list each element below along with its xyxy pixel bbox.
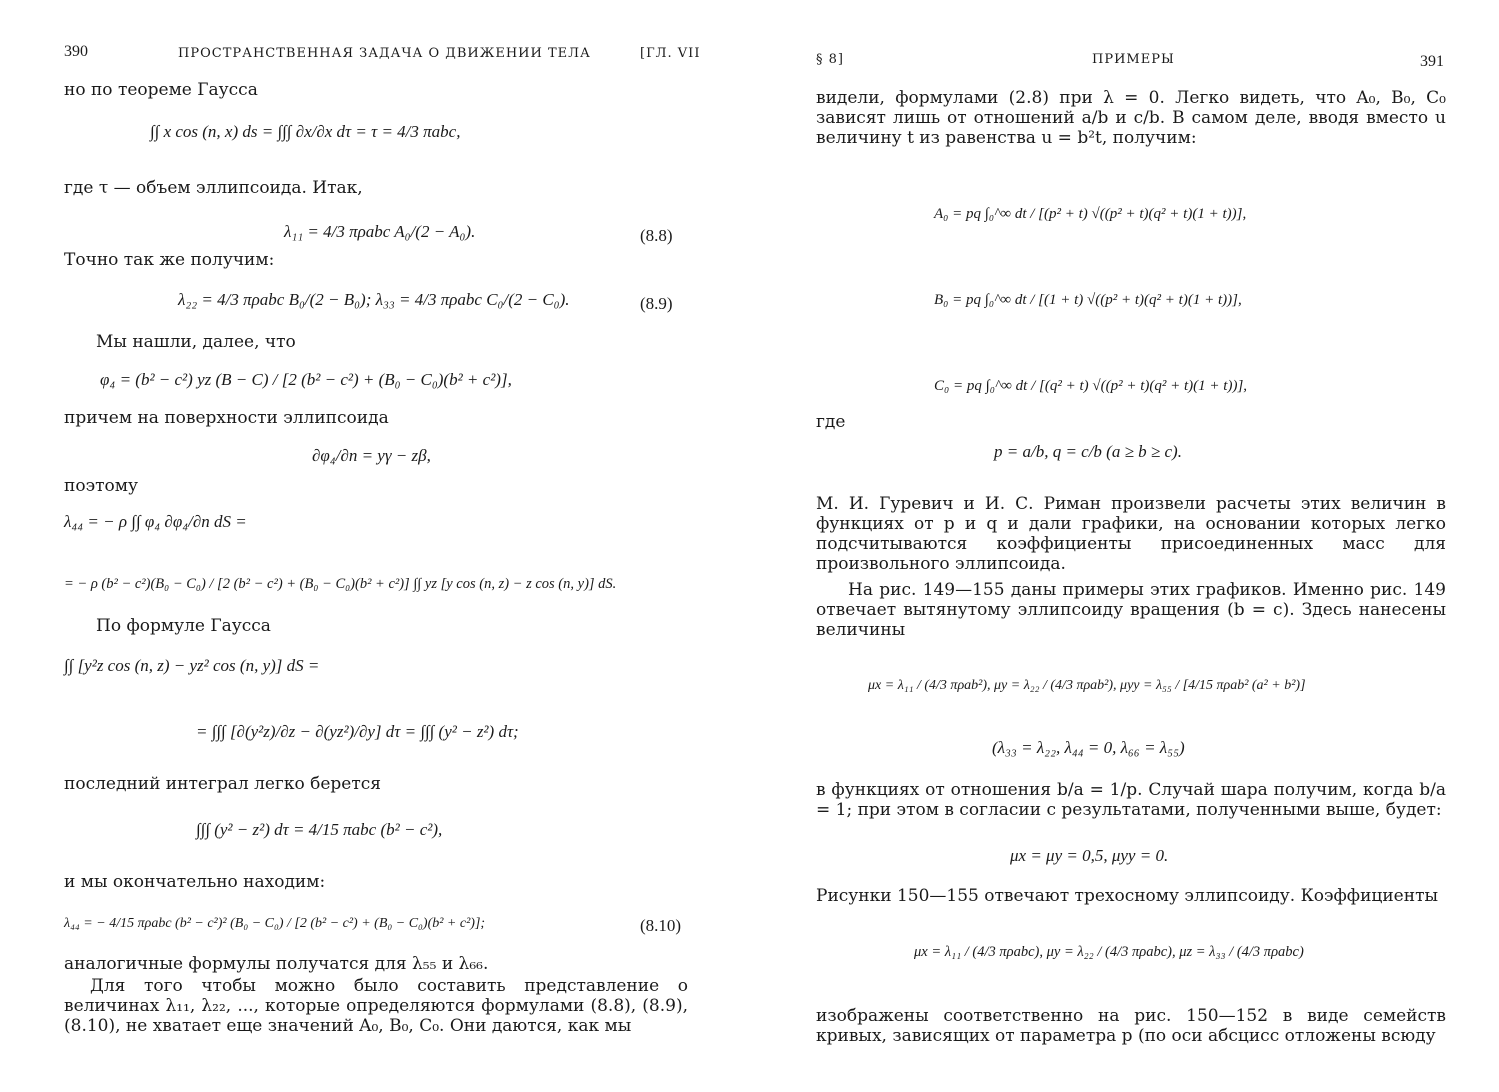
equation: μx = λ₁₁ / (4/3 πρab²), μy = λ₂₂ / (4/3 πρab²), μyy = λ₅₅ / [4/15 πρab² (a² + b²)] <box>868 678 1306 693</box>
equation: μx = λ₁₁ / (4/3 πρabc), μy = λ₂₂ / (4/3 πρabc), μz = λ₃₃ / (4/3 πρabc) <box>914 944 1304 960</box>
equation: C₀ = pq ∫₀^∞ dt / [(q² + t) √((p² + t)(q² + t)(1 + t))], <box>934 378 1248 394</box>
equation-number: (8.10) <box>640 916 682 935</box>
page-number: 390 <box>64 43 88 60</box>
paragraph: М. И. Гуревич и И. С. Риман произвели расчеты этих величин в функциях от p и q и дали графики, на основании которых легко подсчитываются коэффициенты присоединенных масс для произвольного эллипсоида. <box>816 494 1446 574</box>
equation: μx = μy = 0,5, μyy = 0. <box>1010 846 1169 865</box>
equation: ∫∫∫ (y² − z²) dτ = 4/15 πabc (b² − c²), <box>196 820 443 839</box>
equation: λ₄₄ = − 4/15 πρabc (b² − c²)² (B₀ − C₀) / [2 (b² − c²) + (B₀ − C₀)(b² + c²)]; <box>64 916 486 931</box>
text-line: аналогичные формулы получатся для λ₅₅ и λ₆₆. <box>64 954 489 974</box>
text-line: где τ — объем эллипсоида. Итак, <box>64 178 363 198</box>
equation: λ₁₁ = 4/3 πρabc A₀/(2 − A₀). <box>284 222 476 241</box>
equation: p = a/b, q = c/b (a ≥ b ≥ c). <box>994 442 1182 461</box>
paragraph: видели, формулами (2.8) при λ = 0. Легко видеть, что A₀, B₀, C₀ зависят лишь от отношений a/b и c/b. В самом деле, вводя вместо u величину t из равенства u = b²t, получим: <box>816 88 1446 148</box>
equation: B₀ = pq ∫₀^∞ dt / [(1 + t) √((p² + t)(q² + t)(1 + t))], <box>934 292 1242 308</box>
text-line: По формуле Гаусса <box>96 616 271 636</box>
paragraph: Для того чтобы можно было составить представление о величинах λ₁₁, λ₂₂, ..., которые определяются формулами (8.8), (8.9), (8.10), не хватает еще значений A₀, B₀, C₀. Они даются, как мы <box>64 976 688 1036</box>
page-number: 391 <box>1420 53 1444 70</box>
paragraph: в функциях от отношения b/a = 1/p. Случай шара получим, когда b/a = 1; при этом в согласии с результатами, полученными выше, будет: <box>816 780 1446 820</box>
equation: = ∫∫∫ [∂(y²z)/∂z − ∂(yz²)/∂y] dτ = ∫∫∫ (y² − z²) dτ; <box>196 722 519 741</box>
equation-number: (8.8) <box>640 226 673 245</box>
running-title: ПРОСТРАНСТВЕННАЯ ЗАДАЧА О ДВИЖЕНИИ ТЕЛА <box>178 46 591 61</box>
equation: A₀ = pq ∫₀^∞ dt / [(p² + t) √((p² + t)(q² + t)(1 + t))], <box>934 206 1247 222</box>
paragraph: изображены соответственно на рис. 150—152 в виде семейств кривых, зависящих от параметра p (по оси абсцисс отложены всюду <box>816 1006 1446 1046</box>
text-line: поэтому <box>64 476 138 496</box>
text-line: Рисунки 150—155 отвечают трехосному эллипсоиду. Коэффициенты <box>816 886 1439 906</box>
chapter-label: [ГЛ. VII <box>640 46 701 61</box>
equation-number: (8.9) <box>640 294 673 313</box>
equation: ∫∫ x cos (n, x) ds = ∫∫∫ ∂x/∂x dτ = τ = 4/3 πabc, <box>150 122 461 141</box>
equation: ∫∫ [y²z cos (n, z) − yz² cos (n, y)] dS = <box>64 656 320 675</box>
paragraph: На рис. 149—155 даны примеры этих графиков. Именно рис. 149 отвечает вытянутому эллипсоиду вращения (b = c). Здесь нанесены величины <box>816 580 1446 640</box>
equation: λ₂₂ = 4/3 πρabc B₀/(2 − B₀); λ₃₃ = 4/3 πρabc C₀/(2 − C₀). <box>178 290 570 309</box>
text-line: Мы нашли, далее, что <box>96 332 296 352</box>
equation: (λ₃₃ = λ₂₂, λ₄₄ = 0, λ₆₆ = λ₅₅) <box>992 738 1185 757</box>
text-line: Точно так же получим: <box>64 250 275 270</box>
equation: λ₄₄ = − ρ ∫∫ φ₄ ∂φ₄/∂n dS = <box>64 512 247 531</box>
right-page <box>750 0 1499 1092</box>
text-line: причем на поверхности эллипсоида <box>64 408 389 428</box>
text-line: последний интеграл легко берется <box>64 774 381 794</box>
running-title: ПРИМЕРЫ <box>1092 52 1175 67</box>
text-line: где <box>816 412 846 432</box>
equation: φ₄ = (b² − c²) yz (B − C) / [2 (b² − c²) + (B₀ − C₀)(b² + c²)], <box>100 370 512 389</box>
equation: ∂φ₄/∂n = yγ − zβ, <box>312 446 431 465</box>
text-line: но по теореме Гаусса <box>64 80 258 100</box>
text-line: и мы окончательно находим: <box>64 872 326 892</box>
equation: = − ρ (b² − c²)(B₀ − C₀) / [2 (b² − c²) + (B₀ − C₀)(b² + c²)] ∫∫ yz [y cos (n, z) − z cos (n, y)] dS. <box>64 576 617 592</box>
section-label: § 8] <box>816 52 844 67</box>
